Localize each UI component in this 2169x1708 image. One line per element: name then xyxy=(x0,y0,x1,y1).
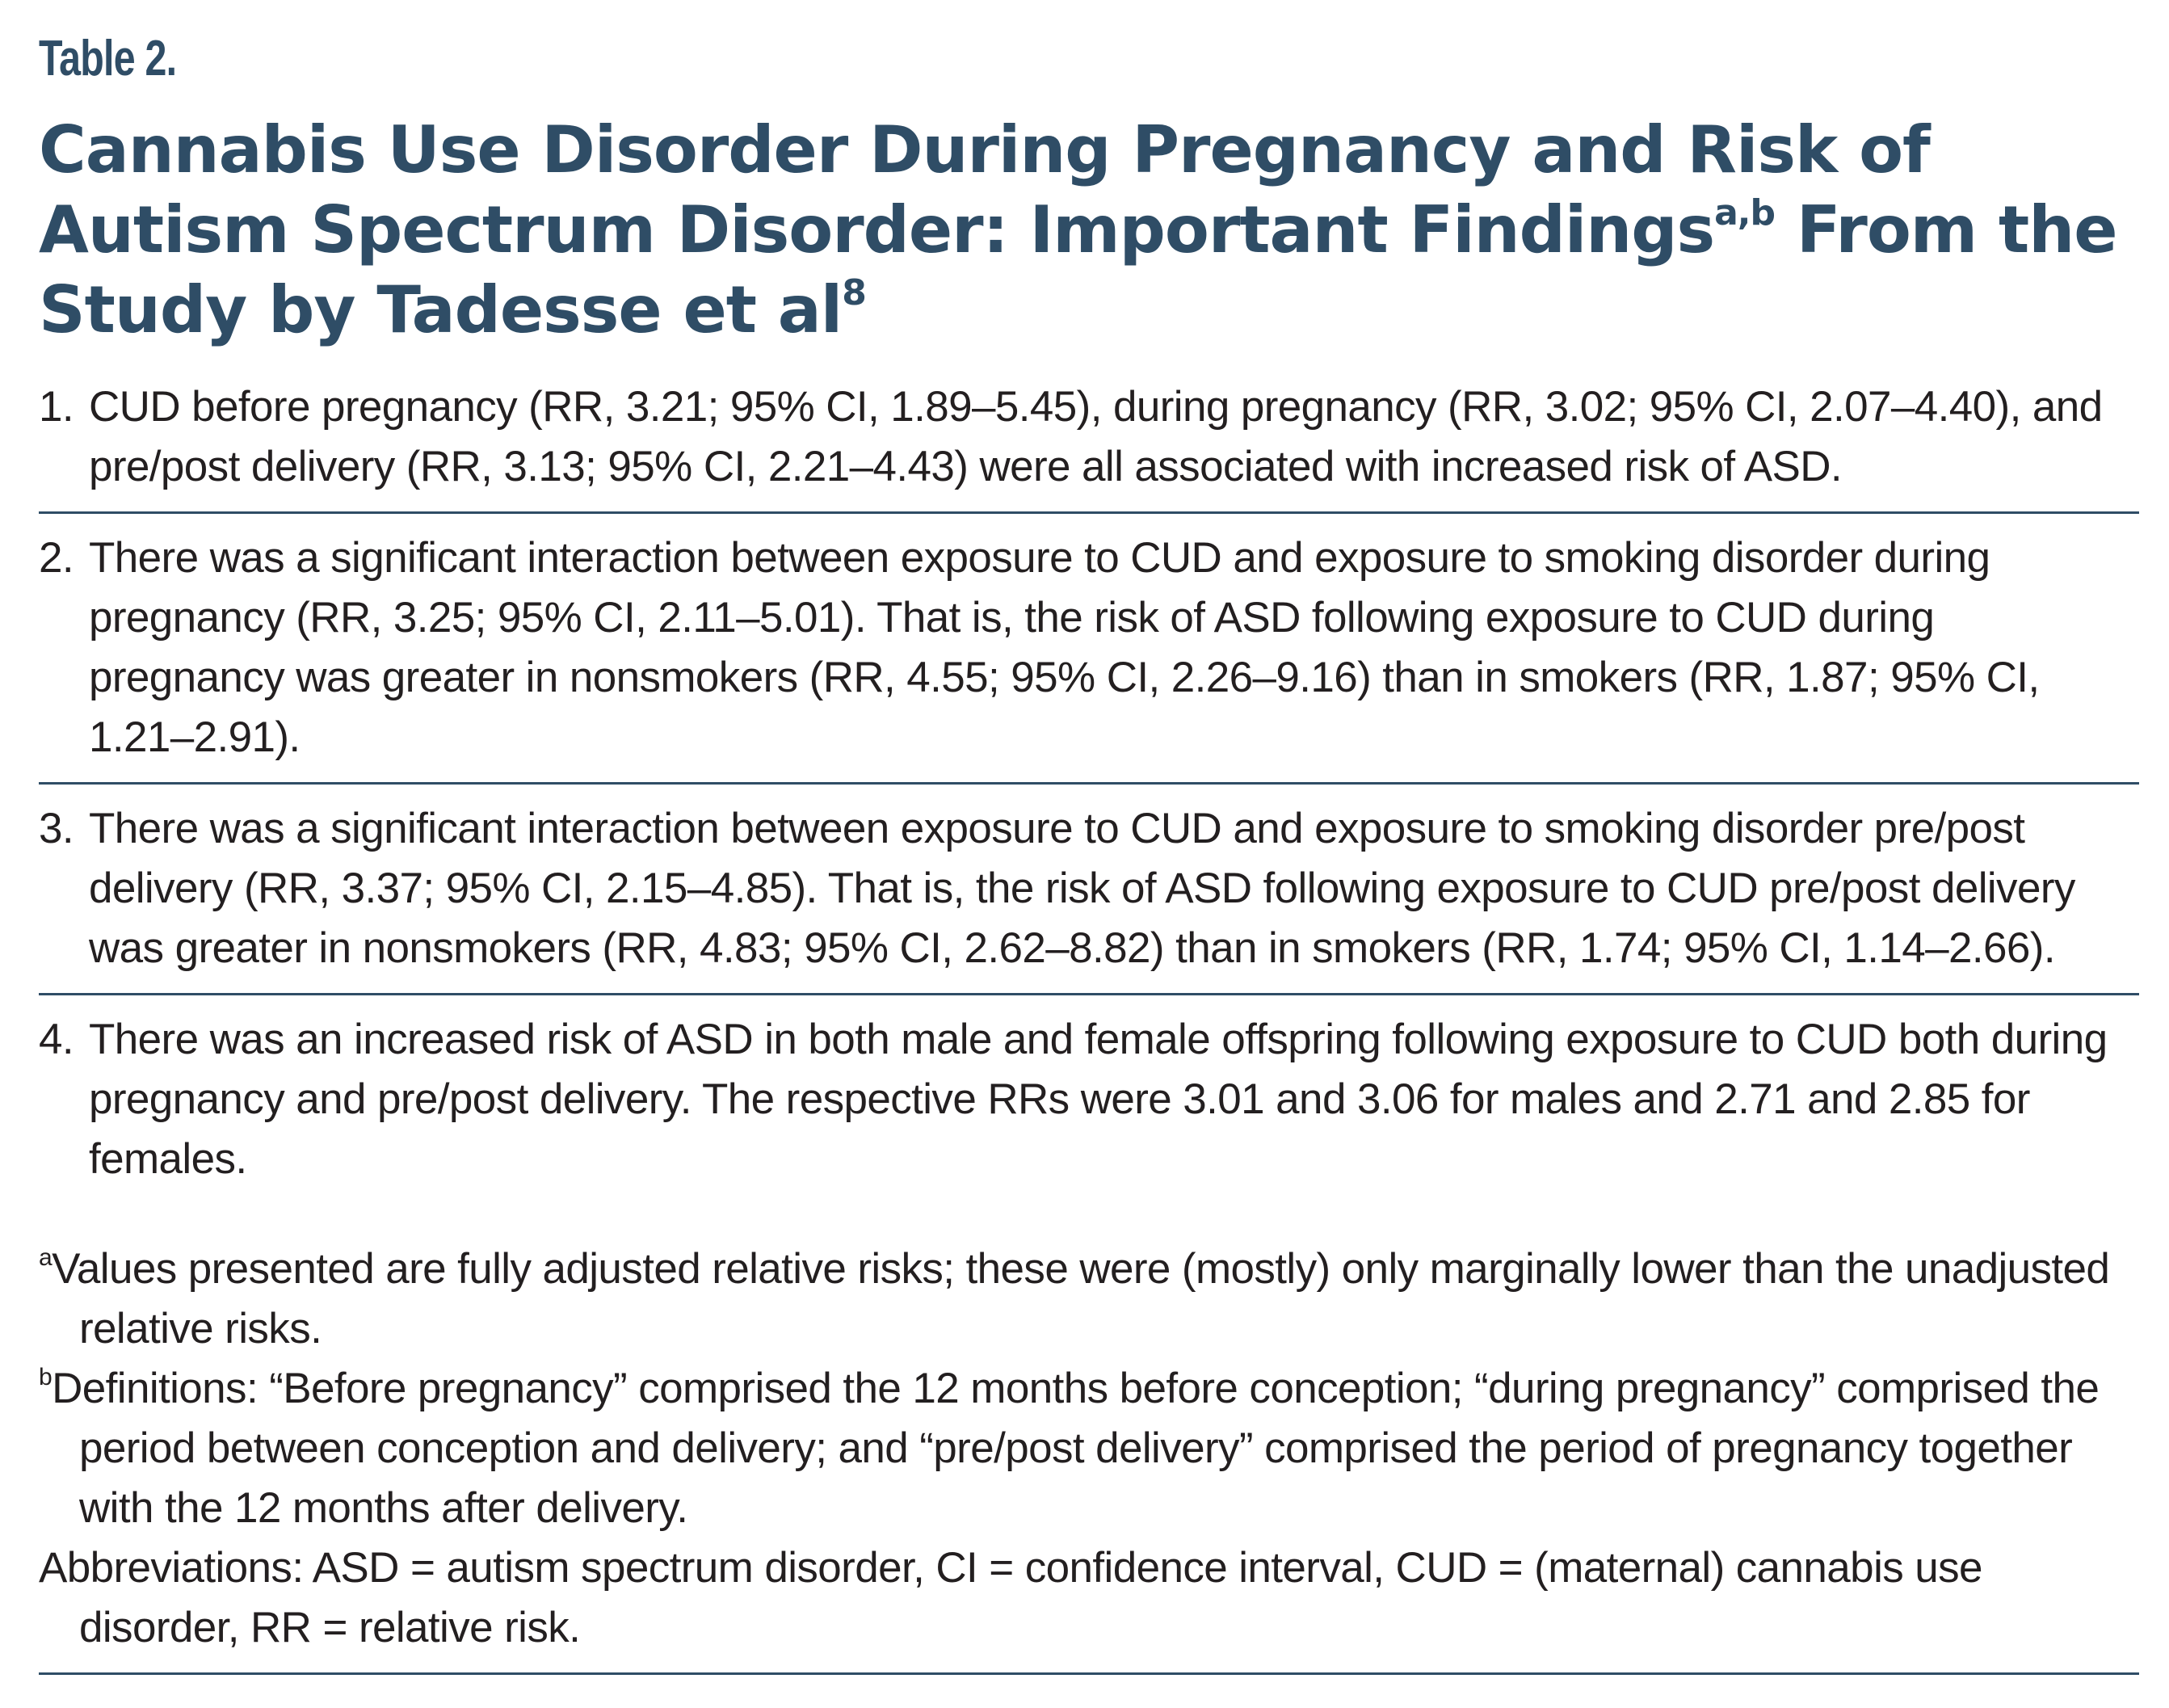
footnote-b-mark: b xyxy=(39,1364,53,1390)
footnote-a xyxy=(39,1239,2139,1359)
title-footnote-marks: a,b xyxy=(1714,192,1775,233)
finding-text: CUD before pregnancy (RR, 3.21; 95% CI, 1.89–5.45), during pregnancy (RR, 3.02; 95% CI, 2.07–4.40), and pre/post delivery (RR, 3.13; 95% CI, 2.21–4.43) were all associated with increased risk of ASD. xyxy=(89,383,2103,490)
footnote-b-text: Definitions: “Before pregnancy” comprised the 12 months before conception; “during pregnancy” comprised the period between conception and delivery; and “pre/post delivery” comprised the period of pregnancy together with the 12 months after delivery. xyxy=(52,1365,2100,1532)
finding-number: 2. xyxy=(39,534,74,582)
footnote-b xyxy=(39,1359,2139,1538)
finding-row xyxy=(39,995,2139,1204)
table-footnotes xyxy=(39,1239,2139,1675)
table-title xyxy=(39,110,2139,350)
finding-row xyxy=(39,514,2139,785)
table-label: Table 2. xyxy=(39,31,177,86)
finding-row xyxy=(39,371,2139,514)
table-title-main: Cannabis Use Disorder During Pregnancy and Risk of Autism Spectrum Disorder: Important Findings xyxy=(39,112,1930,267)
title-reference-number: 8 xyxy=(842,272,866,313)
findings-list xyxy=(39,371,2139,1204)
finding-number: 4. xyxy=(39,1016,74,1063)
finding-text: There was a significant interaction between exposure to CUD and exposure to smoking disorder pre/post delivery (RR, 3.37; 95% CI, 2.15–4.85). That is, the risk of ASD following exposure to CUD pre/post delivery was greater in nonsmokers (RR, 4.83; 95% CI, 2.62–8.82) than in smokers (RR, 1.74; 95% CI, 1.14–2.66). xyxy=(89,805,2075,972)
table-container xyxy=(39,24,2139,1675)
abbreviations-note: Abbreviations: ASD = autism spectrum disorder, CI = confidence interval, CUD = (maternal) cannabis use disorder, RR = relative risk. xyxy=(39,1544,1982,1651)
finding-text: There was a significant interaction between exposure to CUD and exposure to smoking disorder during pregnancy (RR, 3.25; 95% CI, 2.11–5.01). That is, the risk of ASD following exposure to CUD during pregnancy was greater in nonsmokers (RR, 4.55; 95% CI, 2.26–9.16) than in smokers (RR, 1.87; 95% CI, 1.21–2.91). xyxy=(89,534,2040,761)
footnote-a-text: Values presented are fully adjusted relative risks; these were (mostly) only marginally lower than the unadjusted relative risks. xyxy=(52,1245,2110,1353)
finding-number: 1. xyxy=(39,383,74,431)
finding-row xyxy=(39,785,2139,995)
finding-text: There was an increased risk of ASD in both male and female offspring following exposure to CUD both during pregnancy and pre/post delivery. The respective RRs were 3.01 and 3.06 for males and 2.71 and 2.85 for females. xyxy=(89,1016,2108,1183)
table-title-tail: From the Study by Tadesse et al xyxy=(39,192,2117,347)
footnote-a-mark: a xyxy=(39,1244,53,1271)
finding-number: 3. xyxy=(39,805,74,852)
